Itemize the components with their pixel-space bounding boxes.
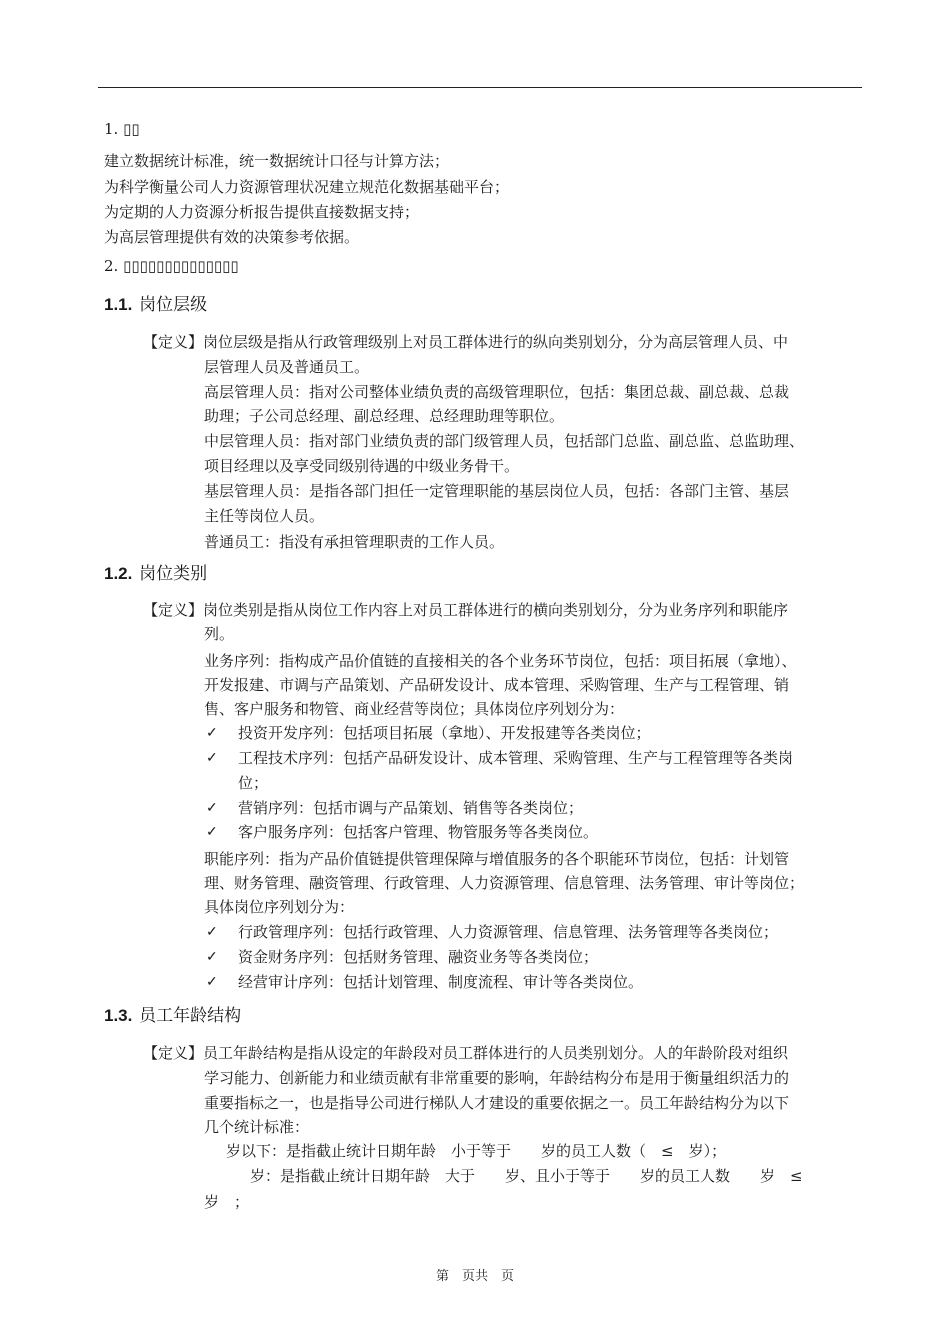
page-footer: 第 页共 页 [435, 1269, 514, 1284]
list-item: 客户服务序列：包括客户管理、物管服务等各类岗位。 [238, 823, 599, 841]
check-icon: ✓ [206, 924, 218, 940]
subsection-title: 岗位层级 [139, 295, 208, 315]
check-icon: ✓ [206, 824, 218, 840]
section-1-heading: 1. ▯▯ [104, 120, 140, 138]
text-line: 理、财务管理、融资管理、行政管理、人力资源管理、信息管理、法务管理、审计等岗位； [204, 874, 805, 892]
text-line: 层管理人员及普通员工。 [204, 358, 370, 376]
purpose-line-4: 为高层管理提供有效的决策参考依据。 [104, 228, 360, 246]
list-item: 营销序列：包括市调与产品策划、销售等各类岗位； [238, 799, 584, 817]
text-line: 学习能力、创新能力和业绩贡献有非常重要的影响，年龄结构分布是用于衡量组织活力的 [204, 1069, 790, 1087]
text-line: 开发报建、市调与产品策划、产品研发设计、成本管理、采购管理、生产与工程管理、销 [204, 676, 790, 694]
text-line: 高层管理人员：指对公司整体业绩负责的高级管理职位，包括：集团总裁、副总裁、总裁 [204, 383, 790, 401]
text-line: 项目经理以及享受同级别待遇的中级业务骨干。 [204, 457, 520, 475]
list-item: 经营审计序列：包括计划管理、制度流程、审计等各类岗位。 [238, 973, 644, 991]
section-2-heading: 2. ▯▯▯▯▯▯▯▯▯▯▯▯▯▯ [104, 257, 239, 275]
text-line: 助理；子公司总经理、副总经理、总经理助理等职位。 [204, 407, 565, 425]
list-item: 工程技术序列：包括产品研发设计、成本管理、采购管理、生产与工程管理等各类岗 [238, 749, 794, 767]
header-rule [98, 87, 862, 88]
text-line: 中层管理人员：指对部门业绩负责的部门级管理人员，包括部门总监、副总监、总监助理、 [204, 432, 805, 450]
text-line: 主任等岗位人员。 [204, 507, 325, 525]
subsection-title: 岗位类别 [139, 564, 208, 584]
text-line: 几个统计标准： [204, 1118, 310, 1136]
purpose-line-1: 建立数据统计标准，统一数据统计口径与计算方法； [104, 152, 450, 170]
text-line: 业务序列：指构成产品价值链的直接相关的各个业务环节岗位，包括：项目拓展（拿地）、 [204, 652, 797, 670]
text-line: 基层管理人员：是指各部门担任一定管理职能的基层岗位人员，包括：各部门主管、基层 [204, 482, 790, 500]
subsection-1-3-heading [104, 1005, 241, 1027]
text-line: 售、客户服务和物管、商业经营等岗位；具体岗位序列划分为： [204, 700, 625, 718]
list-item-continued: 位； [238, 774, 269, 792]
list-item: 投资开发序列：包括项目拓展（拿地）、开发报建等各类岗位； [238, 724, 651, 742]
text-line: 职能序列：指为产品价值链提供管理保障与增值服务的各个职能环节岗位，包括：计划管 [204, 850, 790, 868]
text-line: 普通员工：指没有承担管理职责的工作人员。 [204, 533, 505, 551]
subsection-number: 1.2. [104, 564, 133, 583]
check-icon: ✓ [206, 974, 218, 990]
check-icon: ✓ [206, 750, 218, 766]
list-item: 资金财务序列：包括财务管理、融资业务等各类岗位； [238, 948, 599, 966]
age-standard-line: 岁以下：是指截止统计日期年龄 小于等于 岁的员工人数（ ≤ 岁）； [226, 1142, 727, 1160]
purpose-line-2: 为科学衡量公司人力资源管理状况建立规范化数据基础平台； [104, 178, 510, 196]
subsection-1-2-heading [104, 563, 207, 585]
definition-line: 【定义】员工年龄结构是指从设定的年龄段对员工群体进行的人员类别划分。人的年龄阶段对组织 [143, 1044, 789, 1062]
check-icon: ✓ [206, 800, 218, 816]
check-icon: ✓ [206, 725, 218, 741]
subsection-1-1-heading [104, 294, 207, 316]
text-line: 具体岗位序列划分为： [204, 898, 355, 916]
subsection-title: 员工年龄结构 [139, 1006, 242, 1026]
list-item: 行政管理序列：包括行政管理、人力资源管理、信息管理、法务管理等各类岗位； [238, 923, 779, 941]
definition-line: 【定义】岗位层级是指从行政管理级别上对员工群体进行的纵向类别划分，分为高层管理人员、中 [143, 333, 789, 351]
check-icon: ✓ [206, 949, 218, 965]
subsection-number: 1.1. [104, 295, 133, 314]
age-standard-line: 岁：是指截止统计日期年龄 大于 岁、且小于等于 岁的员工人数 岁 ≤ [250, 1167, 803, 1185]
text-line: 重要指标之一，也是指导公司进行梯队人才建设的重要依据之一。员工年龄结构分为以下 [204, 1094, 790, 1112]
definition-line: 【定义】岗位类别是指从岗位工作内容上对员工群体进行的横向类别划分，分为业务序列和职能序 [143, 601, 789, 619]
subsection-number: 1.3. [104, 1006, 133, 1025]
text-line: 列。 [204, 625, 235, 643]
age-standard-line-continued: 岁 ； [204, 1193, 250, 1211]
purpose-line-3: 为定期的人力资源分析报告提供直接数据支持； [104, 203, 420, 221]
